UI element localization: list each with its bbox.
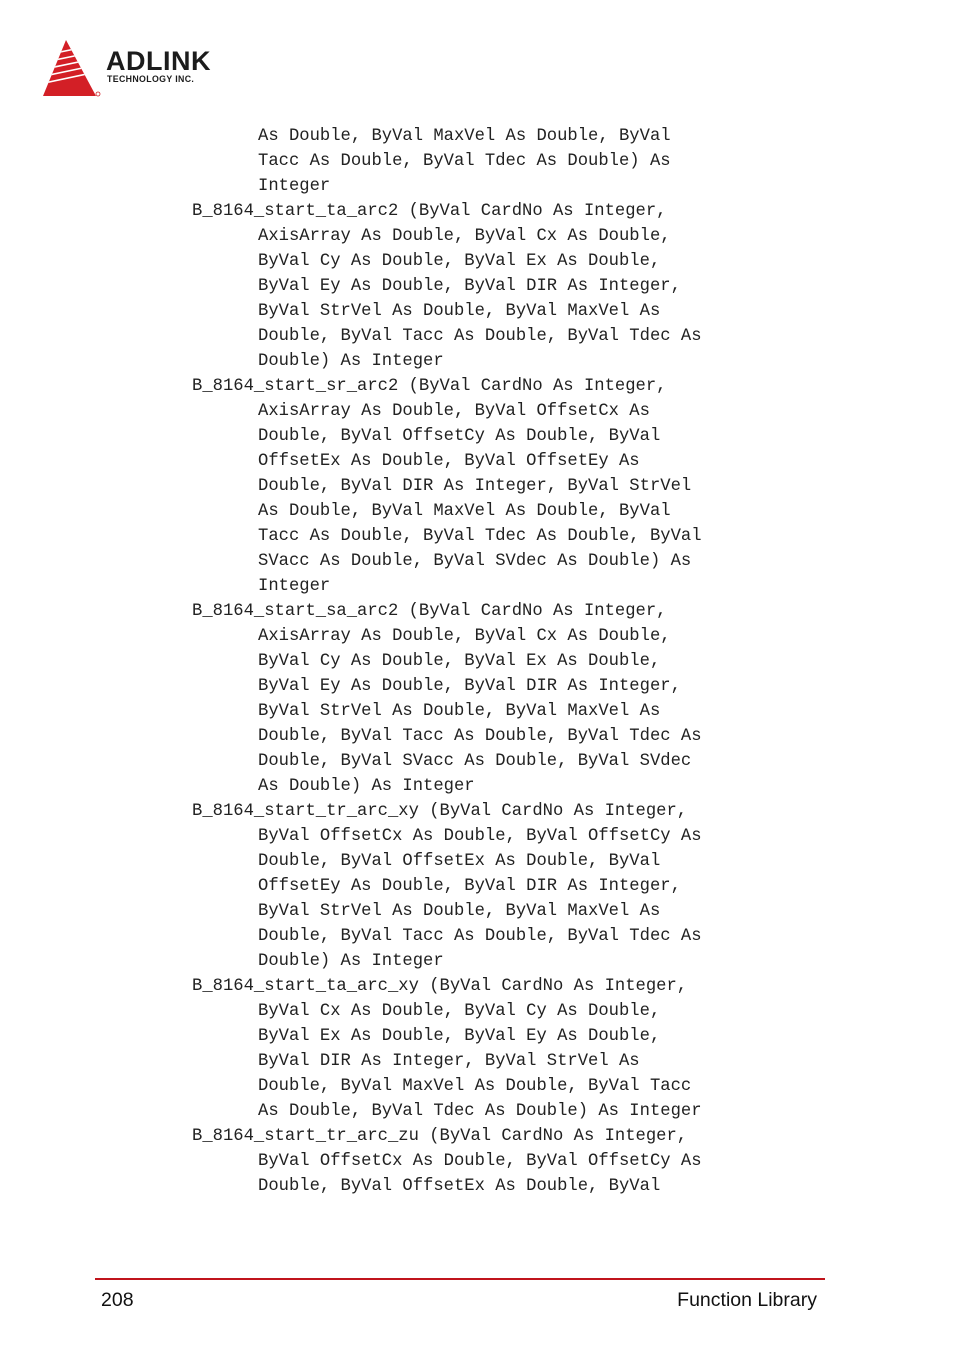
code-listing bbox=[192, 124, 812, 1199]
code-line: ByVal Ey As Double, ByVal DIR As Integer, bbox=[258, 677, 681, 696]
function-signature: B_8164_start_sr_arc2 (ByVal CardNo As Integer, bbox=[192, 377, 667, 396]
code-line: ByVal StrVel As Double, ByVal MaxVel As bbox=[258, 302, 661, 321]
code-line: Tacc As Double, ByVal Tdec As Double) As bbox=[258, 152, 671, 171]
code-line: ByVal Cy As Double, ByVal Ex As Double, bbox=[258, 252, 661, 271]
code-line: Double, ByVal OffsetCy As Double, ByVal bbox=[258, 427, 661, 446]
code-line: ByVal OffsetCx As Double, ByVal OffsetCy As bbox=[258, 1152, 702, 1171]
function-signature: B_8164_start_tr_arc_xy (ByVal CardNo As Integer, bbox=[192, 802, 688, 821]
code-line: AxisArray As Double, ByVal Cx As Double, bbox=[258, 627, 671, 646]
function-signature: B_8164_start_sa_arc2 (ByVal CardNo As Integer, bbox=[192, 602, 667, 621]
logo-subtitle: TECHNOLOGY INC. bbox=[107, 74, 195, 84]
code-line: Double, ByVal OffsetEx As Double, ByVal bbox=[258, 1177, 661, 1196]
function-signature: B_8164_start_tr_arc_zu (ByVal CardNo As Integer, bbox=[192, 1127, 688, 1146]
code-line: As Double, ByVal MaxVel As Double, ByVal bbox=[258, 127, 671, 146]
adlink-triangle-logo-icon bbox=[40, 38, 104, 100]
code-line: Double, ByVal DIR As Integer, ByVal StrVel bbox=[258, 477, 692, 496]
function-signature: B_8164_start_ta_arc2 (ByVal CardNo As Integer, bbox=[192, 202, 667, 221]
code-line: OffsetEy As Double, ByVal DIR As Integer, bbox=[258, 877, 681, 896]
code-line: SVacc As Double, ByVal SVdec As Double) As bbox=[258, 552, 692, 571]
code-line: Double, ByVal SVacc As Double, ByVal SVdec bbox=[258, 752, 692, 771]
code-line: Tacc As Double, ByVal Tdec As Double, ByVal bbox=[258, 527, 702, 546]
code-line: AxisArray As Double, ByVal Cx As Double, bbox=[258, 227, 671, 246]
code-line: Double) As Integer bbox=[258, 952, 444, 971]
code-line: ByVal OffsetCx As Double, ByVal OffsetCy As bbox=[258, 827, 702, 846]
function-signature: B_8164_start_ta_arc_xy (ByVal CardNo As Integer, bbox=[192, 977, 688, 996]
code-line: Double, ByVal Tacc As Double, ByVal Tdec As bbox=[258, 327, 702, 346]
code-line: Double, ByVal Tacc As Double, ByVal Tdec As bbox=[258, 927, 702, 946]
page-number: 208 bbox=[101, 1289, 134, 1311]
code-line: Double, ByVal Tacc As Double, ByVal Tdec As bbox=[258, 727, 702, 746]
code-line: AxisArray As Double, ByVal OffsetCx As bbox=[258, 402, 650, 421]
section-title: Function Library bbox=[677, 1289, 817, 1311]
code-line: ByVal StrVel As Double, ByVal MaxVel As bbox=[258, 902, 661, 921]
code-line: ByVal Ex As Double, ByVal Ey As Double, bbox=[258, 1027, 661, 1046]
code-line: As Double) As Integer bbox=[258, 777, 475, 796]
code-line: Double) As Integer bbox=[258, 352, 444, 371]
code-line: OffsetEx As Double, ByVal OffsetEy As bbox=[258, 452, 640, 471]
code-line: ByVal Ey As Double, ByVal DIR As Integer, bbox=[258, 277, 681, 296]
logo-name: ADLINK bbox=[106, 46, 211, 76]
code-line: Double, ByVal OffsetEx As Double, ByVal bbox=[258, 852, 661, 871]
code-line: ByVal Cx As Double, ByVal Cy As Double, bbox=[258, 1002, 661, 1021]
code-line: ByVal StrVel As Double, ByVal MaxVel As bbox=[258, 702, 661, 721]
footer-divider bbox=[95, 1278, 825, 1280]
code-line: Integer bbox=[258, 577, 331, 596]
code-line: Double, ByVal MaxVel As Double, ByVal Tacc bbox=[258, 1077, 692, 1096]
code-line: ByVal Cy As Double, ByVal Ex As Double, bbox=[258, 652, 661, 671]
code-line: Integer bbox=[258, 177, 331, 196]
code-line: ByVal DIR As Integer, ByVal StrVel As bbox=[258, 1052, 640, 1071]
code-line: As Double, ByVal MaxVel As Double, ByVal bbox=[258, 502, 671, 521]
adlink-logo bbox=[40, 38, 240, 100]
code-line: As Double, ByVal Tdec As Double) As Integer bbox=[258, 1102, 702, 1121]
